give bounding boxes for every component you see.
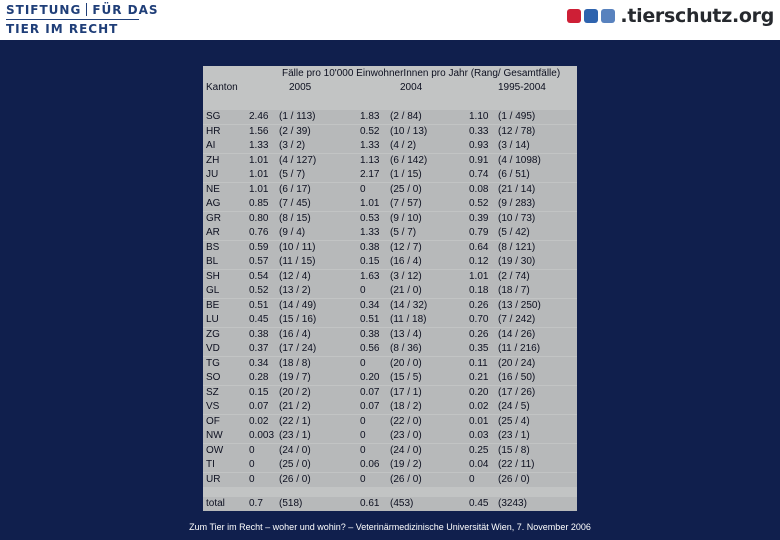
cell-v95: 0: [469, 473, 475, 485]
cell-r2005: (24 / 0): [279, 444, 311, 456]
cell-r2005: (14 / 49): [279, 299, 317, 311]
cell-v2005: 0.59: [249, 241, 269, 253]
cell-r2004: (1 / 15): [390, 169, 422, 180]
cell-r2005: (4 / 127): [279, 154, 317, 166]
cell-v2004: 0: [360, 473, 366, 485]
cell-r2005: (15 / 16): [279, 314, 317, 325]
cell-kanton: SZ: [206, 386, 219, 398]
cell-v95: 0.26: [469, 328, 489, 340]
table-row: [203, 284, 577, 298]
blue-square-icon: [601, 9, 615, 23]
cell-r2004: (453): [390, 498, 414, 509]
cell-kanton: ZG: [206, 328, 220, 340]
cell-v2004: 0.07: [360, 386, 380, 398]
cell-v2005: 0.52: [249, 285, 269, 296]
cell-v2005: 0.07: [249, 401, 269, 412]
table-row: [203, 299, 577, 313]
cell-r2005: (12 / 4): [279, 270, 311, 282]
cell-r2005: (7 / 45): [279, 198, 311, 209]
table-row: [203, 168, 577, 182]
cell-kanton: NW: [206, 430, 223, 441]
cell-kanton: AG: [206, 198, 221, 209]
cell-v2004: 0.07: [360, 401, 380, 412]
cell-v2005: 0.51: [249, 299, 269, 311]
cell-r2004: (22 / 0): [390, 415, 422, 427]
cell-kanton: UR: [206, 473, 221, 485]
cell-r95: (1 / 495): [498, 111, 536, 122]
cell-r2004: (15 / 5): [390, 372, 422, 383]
cell-kanton: AR: [206, 227, 220, 238]
table-row: [203, 473, 577, 487]
cell-v2004: 0: [360, 285, 366, 296]
cell-r2004: (12 / 7): [390, 241, 422, 253]
cell-kanton: GR: [206, 212, 221, 224]
cell-v2004: 0.34: [360, 299, 380, 311]
column-header-2004: 2004: [400, 82, 423, 93]
cell-r2004: (3 / 12): [390, 270, 422, 282]
cell-kanton: GL: [206, 285, 220, 296]
cell-r2004: (11 / 18): [390, 314, 427, 325]
cell-v2004: 0.06: [360, 459, 380, 470]
cell-r95: (18 / 7): [498, 285, 530, 296]
cell-r2005: (6 / 17): [279, 183, 311, 195]
table-row: [203, 429, 577, 443]
cell-v2004: 0.56: [360, 343, 380, 354]
logo-left-line1b: FÜR DAS: [92, 3, 159, 17]
cell-v95: 0.74: [469, 169, 489, 180]
cell-v95: 0.93: [469, 140, 489, 151]
cell-r95: (7 / 242): [498, 314, 536, 325]
cell-kanton: VS: [206, 401, 220, 412]
table-row: [203, 226, 577, 240]
cell-r95: (11 / 216): [498, 343, 541, 354]
table-row: [203, 342, 577, 356]
cell-v95: 1.01: [469, 270, 489, 282]
cell-v2004: 0.52: [360, 125, 380, 137]
cell-r2004: (24 / 0): [390, 444, 422, 456]
cell-r2005: (5 / 7): [279, 169, 306, 180]
cell-r95: (3 / 14): [498, 140, 530, 151]
cell-r95: (10 / 73): [498, 212, 536, 224]
cell-kanton: JU: [206, 169, 219, 180]
table-row: [203, 458, 577, 472]
cell-v2005: 0.28: [249, 372, 269, 383]
cell-r95: (17 / 26): [498, 386, 536, 398]
cell-v2004: 0: [360, 444, 366, 456]
cell-v2004: 0.38: [360, 241, 380, 253]
tierschutz-logo: [567, 5, 774, 27]
statistics-table: [203, 66, 577, 511]
cell-v95: 0.25: [469, 444, 489, 456]
cell-r2005: (16 / 4): [279, 328, 311, 340]
cell-r2005: (10 / 11): [279, 241, 316, 253]
cell-r95: (5 / 42): [498, 227, 530, 238]
cell-r2004: (17 / 1): [390, 386, 422, 398]
cell-r95: (15 / 8): [498, 444, 530, 456]
cell-v2004: 0.20: [360, 372, 380, 383]
cell-v95: 0.21: [469, 372, 489, 383]
logo-left-line2: TIER IM RECHT: [6, 22, 119, 36]
cell-kanton: HR: [206, 125, 221, 137]
table-total-row: [203, 497, 577, 511]
cell-r2004: (18 / 2): [390, 401, 422, 412]
cell-r95: (3243): [498, 498, 527, 509]
table-row: [203, 357, 577, 371]
cell-r2004: (19 / 2): [390, 459, 422, 470]
cell-r2004: (16 / 4): [390, 256, 422, 267]
cell-v95: 0.20: [469, 386, 489, 398]
table-row: [203, 212, 577, 226]
tir-logo: [6, 3, 159, 36]
cell-kanton: SG: [206, 111, 221, 122]
cell-v95: 0.33: [469, 125, 489, 137]
cell-r2004: (8 / 36): [390, 343, 422, 354]
cell-r2004: (5 / 7): [390, 227, 417, 238]
table-row: [203, 154, 577, 168]
cell-v95: 0.18: [469, 285, 489, 296]
table-row: [203, 400, 577, 414]
cell-kanton: OF: [206, 415, 220, 427]
cell-r2005: (2 / 39): [279, 125, 311, 137]
cell-r2004: (6 / 142): [390, 154, 428, 166]
cell-v2004: 1.13: [360, 154, 380, 166]
cell-r95: (12 / 78): [498, 125, 536, 137]
cell-kanton: TI: [206, 459, 215, 470]
cell-r2005: (17 / 24): [279, 343, 317, 354]
cell-kanton: VD: [206, 343, 220, 354]
cell-v2005: 0.34: [249, 357, 269, 369]
cell-v2005: 0.15: [249, 386, 269, 398]
cell-r95: (21 / 14): [498, 183, 536, 195]
cell-r2005: (11 / 15): [279, 256, 316, 267]
cell-v95: 0.11: [469, 357, 488, 369]
blue-square-icon: [584, 9, 598, 23]
cell-v2004: 0: [360, 415, 366, 427]
cell-v2005: 1.01: [249, 183, 269, 195]
table-row: [203, 371, 577, 385]
cell-v2005: 0.003: [249, 430, 275, 441]
cell-r95: (19 / 30): [498, 256, 536, 267]
cell-v2004: 2.17: [360, 169, 380, 180]
cell-v2005: 0.37: [249, 343, 269, 354]
table-row: [203, 386, 577, 400]
table-super-header: Fälle pro 10'000 EinwohnerInnen pro Jahr (Rang/ Gesamtfälle): [282, 68, 561, 79]
cell-v2005: 0.45: [249, 314, 269, 325]
cell-r95: (26 / 0): [498, 473, 530, 485]
cell-v95: 0.01: [469, 415, 489, 427]
cell-r2005: (20 / 2): [279, 386, 311, 398]
cell-v95: 0.26: [469, 299, 489, 311]
table-row: [203, 313, 577, 327]
column-header-2005: 2005: [289, 82, 312, 93]
cell-v2004: 1.01: [360, 198, 380, 209]
cell-r2004: (13 / 4): [390, 328, 422, 340]
cell-r95: (16 / 50): [498, 372, 536, 383]
cell-r2005: (13 / 2): [279, 285, 311, 296]
table-row: [203, 255, 577, 269]
table-row: [203, 241, 577, 255]
cell-v2005: 2.46: [249, 111, 269, 122]
table-row: [203, 444, 577, 458]
cell-v2004: 1.33: [360, 140, 380, 151]
cell-kanton: NE: [206, 183, 220, 195]
cell-v2004: 0.51: [360, 314, 380, 325]
cell-v2005: 0: [249, 459, 255, 470]
table-row: [203, 270, 577, 284]
cell-v2005: 1.56: [249, 125, 269, 137]
cell-v95: 0.52: [469, 198, 489, 209]
cell-v2005: 0.80: [249, 212, 269, 224]
cell-v2005: 1.01: [249, 154, 269, 166]
cell-v2005: 1.01: [249, 169, 269, 180]
cell-r2005: (21 / 2): [279, 401, 311, 412]
cell-v95: 0.91: [469, 154, 489, 166]
cell-v95: 0.39: [469, 212, 489, 224]
cell-kanton: OW: [206, 444, 224, 456]
cell-v2004: 0: [360, 430, 366, 441]
cell-v95: 0.35: [469, 343, 489, 354]
cell-v2004: 0.38: [360, 328, 380, 340]
cell-v2004: 1.63: [360, 270, 380, 282]
cell-v95: 0.08: [469, 183, 489, 195]
cell-v2004: 0.61: [360, 498, 380, 509]
cell-r95: (22 / 11): [498, 459, 535, 470]
cell-r2004: (7 / 57): [390, 198, 422, 209]
logo-left-line1a: STIFTUNG: [6, 3, 82, 17]
cell-v95: 1.10: [469, 111, 489, 122]
cell-r95: (6 / 51): [498, 169, 530, 180]
cell-r95: (13 / 250): [498, 299, 541, 311]
cell-r2005: (23 / 1): [279, 430, 311, 441]
cell-v2004: 0: [360, 183, 366, 195]
cell-v2005: 1.33: [249, 140, 269, 151]
cell-v2005: 0: [249, 473, 255, 485]
cell-kanton: SH: [206, 270, 220, 282]
cell-v2004: 1.83: [360, 111, 380, 122]
cell-r95: (23 / 1): [498, 430, 530, 441]
cell-r95: (25 / 4): [498, 415, 530, 427]
table-row: [203, 328, 577, 342]
cell-v95: 0.02: [469, 401, 489, 412]
top-banner: [0, 0, 780, 40]
cell-v2004: 0: [360, 357, 366, 369]
cell-v95: 0.79: [469, 227, 489, 238]
cell-kanton: LU: [206, 314, 219, 325]
table-row: [203, 125, 577, 139]
cell-r2005: (518): [279, 498, 303, 509]
cell-v95: 0.45: [469, 498, 489, 509]
cell-v2005: 0.85: [249, 198, 269, 209]
cell-r2005: (25 / 0): [279, 459, 311, 470]
cell-r2004: (21 / 0): [390, 285, 422, 296]
cell-kanton: BE: [206, 299, 220, 311]
cell-kanton: TG: [206, 357, 220, 369]
cell-kanton: ZH: [206, 154, 220, 166]
cell-r95: (14 / 26): [498, 328, 536, 340]
cell-r95: (20 / 24): [498, 357, 536, 369]
cell-kanton: AI: [206, 140, 216, 151]
cell-v2004: 0.15: [360, 256, 380, 267]
cell-r2005: (3 / 2): [279, 140, 306, 151]
cell-v95: 0.03: [469, 430, 489, 441]
cell-v2005: 0.76: [249, 227, 269, 238]
cell-r2004: (25 / 0): [390, 183, 422, 195]
cell-r2005: (18 / 8): [279, 357, 311, 369]
column-header-kanton: Kanton: [206, 82, 238, 93]
cell-r2004: (20 / 0): [390, 357, 422, 369]
cell-r2005: (9 / 4): [279, 227, 306, 238]
column-header-1995-2004: 1995-2004: [498, 82, 546, 93]
red-square-icon: [567, 9, 581, 23]
cell-r95: (8 / 121): [498, 241, 536, 253]
cell-kanton: BS: [206, 241, 220, 253]
cell-v2004: 1.33: [360, 227, 380, 238]
cell-r2004: (26 / 0): [390, 473, 422, 485]
cell-v2005: 0: [249, 444, 255, 456]
cell-v95: 0.64: [469, 241, 489, 253]
cell-r2004: (9 / 10): [390, 212, 422, 224]
cell-v2004: 0.53: [360, 212, 380, 224]
cell-r2004: (4 / 2): [390, 140, 417, 151]
cell-r2004: (2 / 84): [390, 111, 422, 122]
table-row: [203, 197, 577, 211]
cell-v95: 0.70: [469, 314, 489, 325]
cell-kanton: BL: [206, 256, 219, 267]
cell-r2005: (19 / 7): [279, 372, 311, 383]
table-row: [203, 415, 577, 429]
table-row: [203, 110, 577, 124]
cell-r95: (4 / 1098): [498, 154, 541, 166]
cell-r2005: (1 / 113): [279, 111, 316, 122]
cell-r95: (2 / 74): [498, 270, 530, 282]
cell-r2005: (22 / 1): [279, 415, 311, 427]
cell-r95: (24 / 5): [498, 401, 530, 412]
cell-r95: (9 / 283): [498, 198, 536, 209]
cell-v2005: 0.38: [249, 328, 269, 340]
footer-text: Zum Tier im Recht – woher und wohin? – Veterinärmedizinische Universität Wien, 7. November 2006: [189, 522, 591, 532]
cell-v2005: 0.57: [249, 256, 269, 267]
cell-v95: 0.12: [469, 256, 489, 267]
cell-v95: 0.04: [469, 459, 489, 470]
cell-v2005: 0.7: [249, 498, 263, 509]
cell-r2005: (8 / 15): [279, 212, 311, 224]
cell-r2005: (26 / 0): [279, 473, 311, 485]
cell-r2004: (23 / 0): [390, 430, 422, 441]
cell-kanton: total: [206, 498, 225, 509]
table-row: [203, 183, 577, 197]
tierschutz-brand-text: .tierschutz.org: [620, 5, 774, 27]
cell-v2005: 0.02: [249, 415, 269, 427]
cell-r2004: (14 / 32): [390, 299, 428, 311]
cell-kanton: SO: [206, 372, 221, 383]
cell-v2005: 0.54: [249, 270, 269, 282]
table-row: [203, 139, 577, 153]
cell-r2004: (10 / 13): [390, 125, 428, 137]
